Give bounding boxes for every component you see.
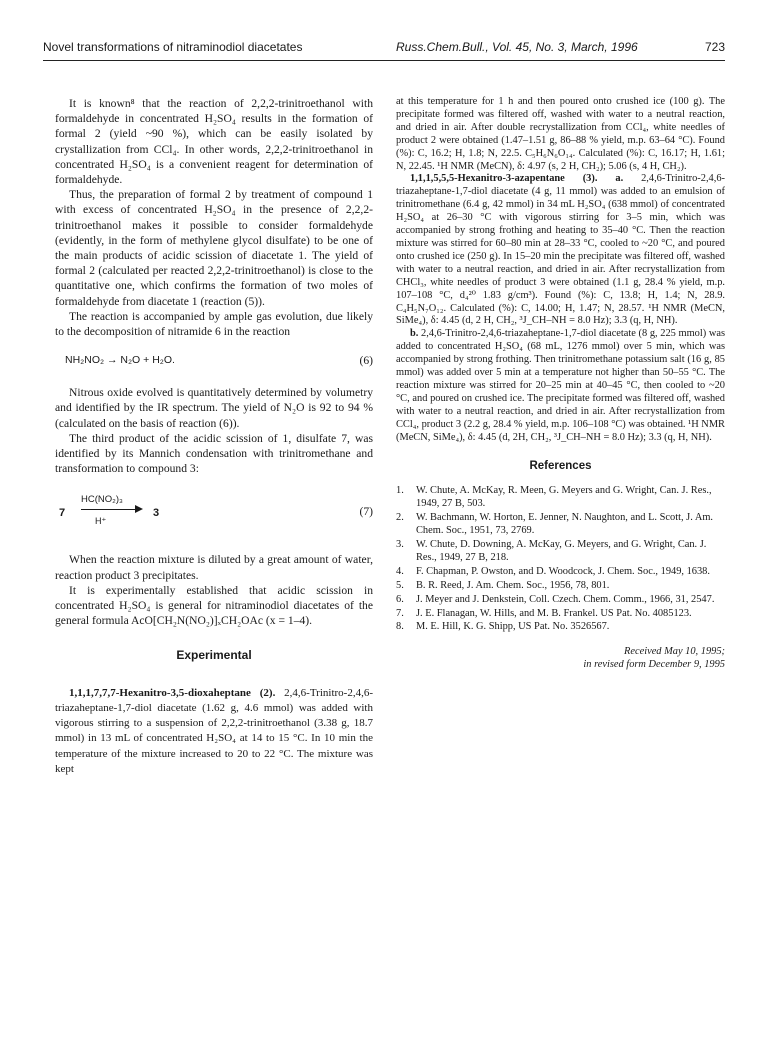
reference-item <box>396 594 725 607</box>
reference-number: 8. <box>396 621 404 633</box>
reference-text: W. Chute, A. McKay, R. Meen, G. Meyers and G. Wright, Can. J. Res., 1949, 27 B, 503. <box>416 485 712 510</box>
running-header <box>43 38 725 61</box>
journal-page <box>43 38 725 1008</box>
procedure-label: a. <box>615 173 624 185</box>
equation-number: (6) <box>359 354 373 368</box>
page-number: 723 <box>704 40 725 54</box>
reference-number: 4. <box>396 565 404 577</box>
section-heading-references: References <box>529 460 592 473</box>
experimental-text: 2,4,6-Trinitro-2,4,6-triazaheptane-1,7-diol diacetate (1.62 g, 4.6 mmol) was added with vigorous stirring to a suspension of 2,2,2-trinitroethanol (3.38 g, 18.7 mmol) in 13 mL of concentrated H₂SO₄ at 14 to 15 °C. In 10 min the temperature of the mixture increased to 20 to 22 °C. The mixture was kept <box>55 686 373 775</box>
reference-item <box>396 485 725 511</box>
left-column <box>55 96 373 777</box>
experimental-paragraph <box>55 686 373 777</box>
equation-6 <box>55 349 373 375</box>
reference-item <box>396 580 725 593</box>
reference-list <box>396 485 725 634</box>
paragraph: It is known⁸ that the reaction of 2,2,2-trinitroethanol with formaldehyde in concentrated H₂SO₄ results in the formation of formal 2 (yield ~90 %), which can be easily isolated by crystallization from CCl₄. In other words, 2,2,2-trinitroethanol in concentrated H₂SO₄ is a convenient reagent for determination of formaldehyde. <box>55 97 373 187</box>
scheme-reagent: HC(NO₂)₃ <box>81 494 123 506</box>
reference-text: W. Chute, D. Downing, A. McKay, G. Meyers, and G. Wright, Can. J. Res., 1949, 27 B, 218. <box>416 539 707 563</box>
reference-text: W. Bachmann, W. Horton, E. Jenner, N. Naughton, and L. Scott, J. Am. Chem. Soc., 1951, 73, 2769. <box>416 512 714 537</box>
experimental-text: 2,4,6-Trinitro-2,4,6-triazaheptane-1,7-diol diacetate (8 g, 225 mmol) was added to concentrated H₂SO₄ (68 mL, 1276 mmol) over 5 min, which was accompanied by strong frothing. Then trinitromethane potassium salt (16 g, 85 mmol) was added over 5 min at a temperature not higher than 50–55 °C. The reaction mixture was stirred for 20–25 min at 40–45 °C, then cooled to ~20 °C, and poured on crushed ice. The precipitate formed was filtered off, washed with water to a neutral reaction, and dried in air. After recrystallization from CCl₄, product 3 (2.2 g, 28.4 % yield, m.p. 106–108 °C) was obtained. ¹H NMR (MeCN, SiMe₄), δ: 4.45 (d, 2H, CH₂, ³J_CH–NH = 8.0 Hz); 3.3 (q, H, NH). <box>396 328 725 443</box>
reference-item <box>396 621 725 634</box>
reference-text: F. Chapman, P. Owston, and D. Woodcock, J. Chem. Soc., 1949, 1638. <box>416 565 710 577</box>
reference-text: J. E. Flanagan, W. Hills, and M. B. Frankel. US Pat. No. 4085123. <box>416 607 692 619</box>
experimental-paragraph <box>396 173 725 328</box>
equation-number: (7) <box>359 505 373 519</box>
reference-number: 1. <box>396 485 404 497</box>
reaction-scheme-7 <box>55 492 373 536</box>
paragraph: It is experimentally established that acidic scission in concentrated H₂SO₄ is general for nitraminodiol diacetates of the general formula AcO[CH₂N(NO₂)]ₓCH₂OAc (x = 1–4). <box>55 583 373 628</box>
scheme-condition: H⁺ <box>95 516 107 527</box>
paragraph: When the reaction mixture is diluted by a great amount of water, reaction product 3 precipitates. <box>55 553 373 582</box>
reference-number: 6. <box>396 593 404 605</box>
reference-item <box>396 608 725 621</box>
scheme-reactant: 7 <box>59 507 66 520</box>
section-heading-experimental: Experimental <box>176 648 252 663</box>
reference-text: M. E. Hill, K. G. Shipp, US Pat. No. 3526567. <box>416 621 610 633</box>
article-short-title: Novel transformations of nitraminodiol diacetates <box>43 40 303 54</box>
compound-title: 1,1,1,5,5,5-Hexanitro-3-azapentane (3). <box>410 173 598 185</box>
experimental-paragraph <box>396 328 725 444</box>
reaction-arrow <box>81 509 139 510</box>
compound-title: 1,1,1,7,7,7-Hexanitro-3,5-dioxaheptane (2). <box>69 686 276 699</box>
equation-text: NH₂NO₂ → N₂O + H₂O. <box>65 354 175 367</box>
reference-text: B. R. Reed, J. Am. Chem. Soc., 1956, 78, 801. <box>416 579 610 591</box>
reference-item <box>396 566 725 579</box>
received-date: Received May 10, 1995; <box>624 646 725 658</box>
arrowhead-icon <box>135 505 143 513</box>
experimental-text: 2,4,6-Trinitro-2,4,6-triazaheptane-1,7-diol diacetate (4 g, 11 mmol) was added to an emulsion of trinitromethane (6.4 g, 42 mmol) in 34 mL H₂SO₄ (638 mmol) of concentrated H₂SO₄ at 26–30 °C with vigorous stirring for 3–5 min, which was accompanied by strong frothing and heating to 35–40 °C. Then the reaction mixture was stirred for 60–80 min at 28–33 °C, cooled to ~20 °C, and poured onto crushed ice (250 g). In 15–20 min the precipitate was filtered off, washed with water to a neutral reaction, and dried in air. After recrystallization from CHCl₃, white needles of product 3 were obtained (1.1 g, 28.4 % yield, m.p. 107–108 °C, d₄²⁰ 1.83 g/cm³). Found (%): C, 13.8; H, 1.4; N, 28.9. C₄H₅N₇O₁₂. Calculated (%): C, 14.00; H, 1.47; N, 28.57. ¹H NMR (MeCN, SiMe₄), δ: 4.45 (d, 2 H, CH₂, ³J_CH–NH = 8.0 Hz); 3.3 (q, H, NH). <box>396 173 725 327</box>
revised-date: in revised form December 9, 1995 <box>583 659 725 671</box>
scheme-product: 3 <box>153 507 160 520</box>
reference-number: 5. <box>396 579 404 591</box>
paragraph: Thus, the preparation of formal 2 by treatment of compound 1 with excess of concentrated H₂SO₄ in the presence of 2,2,2-trinitroethanol makes it possible to consider formaldehyde (evidently, in the form of methylene glycol disulfate) to be one of the main products of acidic scission of diacetate 1. The yield of formal 2 (calculated per reacted 2,2,2-trinitroethanol) is close to the quantitative one, which confirms the formation of two moles of formaldehyde from diacetate 1 (reaction (5)). <box>55 188 373 308</box>
procedure-label: b. <box>410 328 419 340</box>
reference-number: 7. <box>396 607 404 619</box>
right-column <box>396 96 725 672</box>
reference-text: J. Meyer and J. Denkstein, Coll. Czech. Chem. Comm., 1966, 31, 2547. <box>416 593 715 605</box>
paragraph: The reaction is accompanied by ample gas evolution, due likely to the decomposition of nitramide 6 in the reaction <box>55 309 373 339</box>
reference-item <box>396 539 725 565</box>
reference-number: 3. <box>396 539 404 550</box>
paragraph: Nitrous oxide evolved is quantitatively determined by volumetry and identified by the IR spectrum. The yield of N₂O is 92 to 94 % (calculated on the basis of reaction (6)). <box>55 386 373 430</box>
reference-number: 2. <box>396 512 404 524</box>
journal-citation: Russ.Chem.Bull., Vol. 45, No. 3, March, 1996 <box>396 40 638 54</box>
paragraph: The third product of the acidic scission of 1, disulfate 7, was identified by its Mannich condensation with trinitromethane and transformation to compound 3: <box>55 431 373 476</box>
paragraph: at this temperature for 1 h and then poured onto crushed ice (100 g). The precipitate formed was filtered off, washed with water to a neutral reaction, and dried in air. After double recrystallization from CCl₄, white needles of product 2 were obtained (1.47–1.51 g, 86–88 % yield, m.p. 63–64 °C). Found (%): C, 16.2; H, 1.8; N, 22.5. C₅H₆N₆O₁₄. Calculated (%): C, 16.17; H, 1.61; N, 22.45. ¹H NMR (MeCN), δ: 4.97 (s, 2 H, CH₂); 5.06 (s, 4 H, CH₂). <box>396 96 725 172</box>
reference-item <box>396 512 725 538</box>
